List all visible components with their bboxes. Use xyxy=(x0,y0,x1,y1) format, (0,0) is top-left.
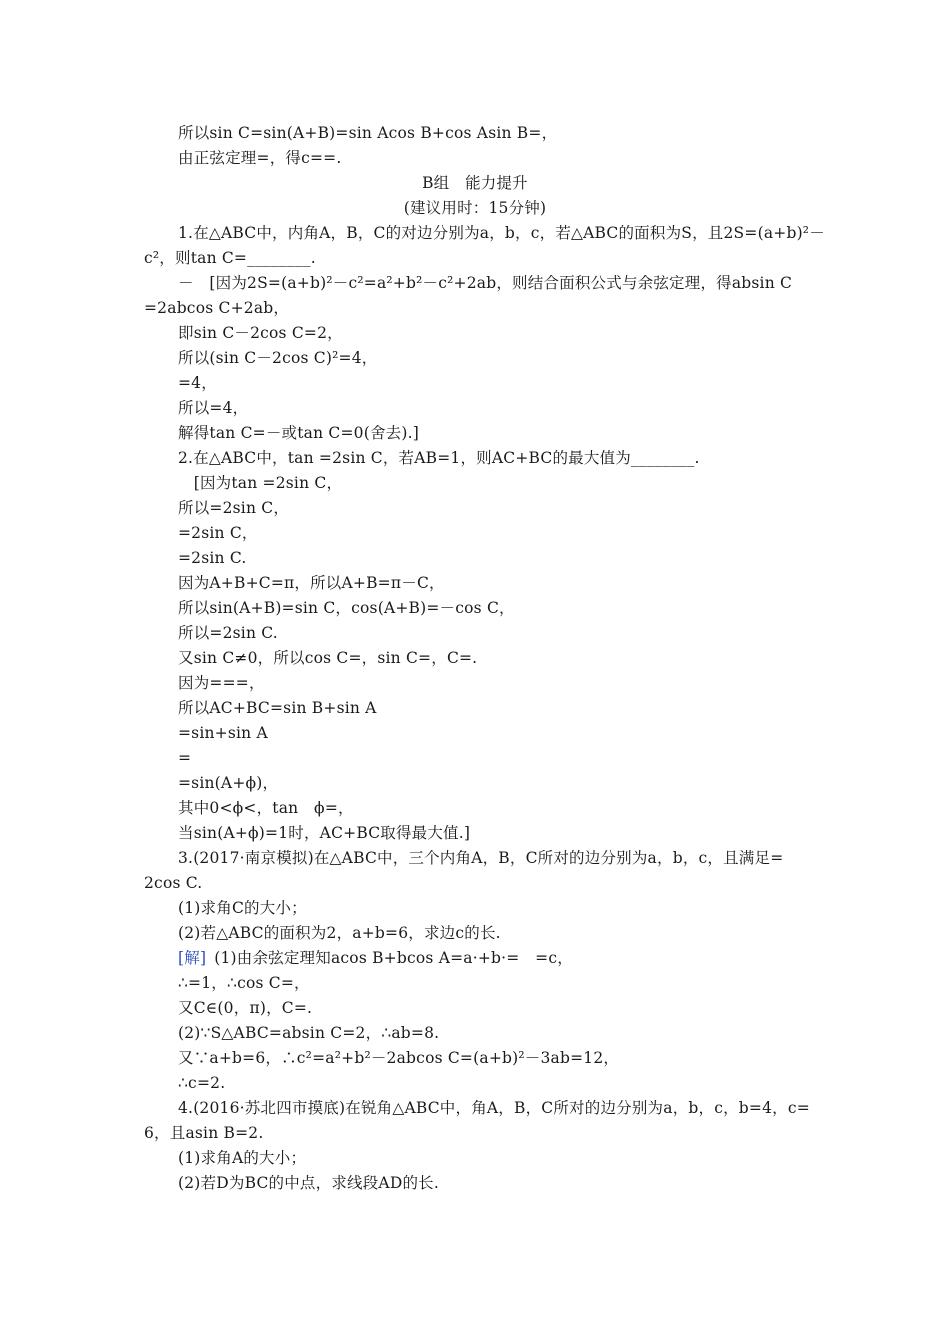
solution-line: =sin(A+ϕ)， xyxy=(178,774,279,792)
solution-line: 所以sin(A+B)=sin C，cos(A+B)=－cos C， xyxy=(178,599,515,617)
solution-line: － [因为2S=(a+b)²－c²=a²+b²－c²+2ab，则结合面积公式与余弦定理，得absin C xyxy=(178,274,793,292)
solution-line: 所以AC+BC=sin B+sin A xyxy=(178,699,377,717)
text-line: 由正弦定理=，得c==. xyxy=(178,149,342,167)
problem-4-part-1: (1)求角A的大小； xyxy=(178,1149,307,1167)
solution-line: 因为===， xyxy=(178,674,265,692)
solution-line: =2sin C. xyxy=(178,549,247,567)
problem-3-part-1: (1)求角C的大小； xyxy=(178,899,307,917)
solution-line: 其中0<ϕ<，tan ϕ=， xyxy=(178,799,354,817)
solution-tag: [解] xyxy=(178,949,207,967)
solution-line: ∴=1，∴cos C=， xyxy=(178,974,310,992)
problem-3-statement: 3.(2017·南京模拟)在△ABC中，三个内角A，B，C所对的边分别为a，b，c，且满足= xyxy=(178,849,784,867)
solution-line: 所以=2sin C. xyxy=(178,624,278,642)
problem-4-part-2: (2)若D为BC的中点，求线段AD的长. xyxy=(178,1174,439,1192)
section-heading: B组 能力提升 xyxy=(422,174,528,192)
solution-line: 又C∈(0，π)，C=. xyxy=(178,999,313,1017)
text-line: 所以sin C=sin(A+B)=sin Acos B+cos Asin B=， xyxy=(178,124,558,142)
solution-line: 又sin C≠0，所以cos C=，sin C=，C=. xyxy=(178,649,478,667)
solution-line: 又∵a+b=6，∴c²=a²+b²－2abcos C=(a+b)²－3ab=12， xyxy=(178,1049,620,1067)
solution-line: =2abcos C+2ab， xyxy=(144,299,290,317)
solution-line: [因为tan =2sin C， xyxy=(178,474,343,492)
solution-line: (2)∵S△ABC=absin C=2，∴ab=8. xyxy=(178,1024,440,1042)
solution-line: = xyxy=(178,749,192,767)
solution-line: =4， xyxy=(178,374,217,392)
problem-4-statement-cont: 6，且asin B=2. xyxy=(144,1124,264,1142)
solution-line xyxy=(178,948,573,968)
solution-line: =sin+sin A xyxy=(178,724,268,742)
solution-line: 所以=2sin C， xyxy=(178,499,290,517)
problem-3-part-2: (2)若△ABC的面积为2，a+b=6，求边c的长. xyxy=(178,924,501,942)
solution-text: (1)由余弦定理知acos B+bcos A=a·+b·= =c， xyxy=(214,949,573,967)
section-subheading: (建议用时：15分钟) xyxy=(403,199,547,217)
solution-line: 当sin(A+ϕ)=1时，AC+BC取得最大值.] xyxy=(178,824,471,842)
problem-1-statement-cont: c²，则tan C=________. xyxy=(144,249,316,267)
solution-line: 即sin C－2cos C=2， xyxy=(178,324,343,342)
solution-line: 所以(sin C－2cos C)²=4， xyxy=(178,349,378,367)
solution-line: 解得tan C=－或tan C=0(舍去).] xyxy=(178,424,419,442)
problem-3-statement-cont: 2cos C. xyxy=(144,874,203,892)
solution-line: =2sin C， xyxy=(178,524,258,542)
problem-2-statement: 2.在△ABC中，tan =2sin C，若AB=1，则AC+BC的最大值为________. xyxy=(178,449,700,467)
solution-line: 所以=4， xyxy=(178,399,249,417)
solution-line: 因为A+B+C=π，所以A+B=π－C， xyxy=(178,574,445,592)
solution-line: ∴c=2. xyxy=(178,1074,226,1092)
problem-1-statement: 1.在△ABC中，内角A，B，C的对边分别为a，b，c，若△ABC的面积为S，且2S=(a+b)²－ xyxy=(178,224,825,242)
problem-4-statement: 4.(2016·苏北四市摸底)在锐角△ABC中，角A，B，C所对的边分别为a，b，c，b=4，c= xyxy=(178,1099,810,1117)
